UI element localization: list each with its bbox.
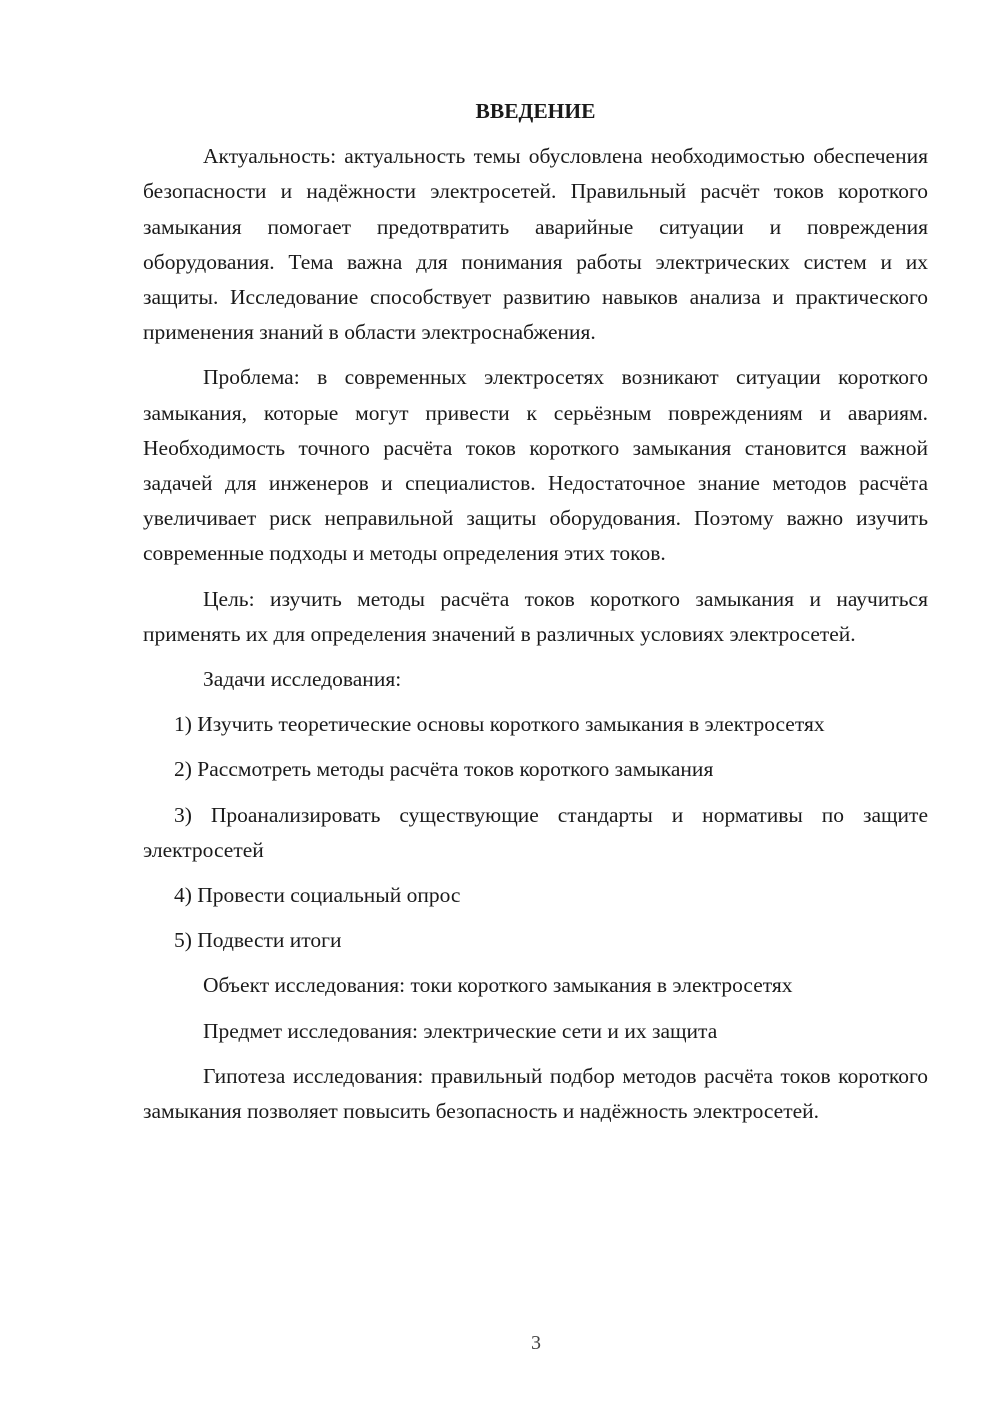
- task-item-4: 4) Провести социальный опрос: [174, 883, 461, 908]
- task-item-5: 5) Подвести итоги: [174, 928, 342, 953]
- relevance-paragraph: Актуальность: актуальность темы обусловлена необходимостью обеспечения безопасности и надёжности электросетей. Правильный расчёт токов короткого замыкания помогает предотвратить аварийные ситуации и повреждения оборудования. Тема важна для понимания работы электрических систем и их защиты. Исследование способствует развитию навыков анализа и практического применения знаний в области электроснабжения.: [143, 144, 928, 345]
- subject-paragraph: Предмет исследования: электрические сети и их защита: [203, 1018, 718, 1043]
- problem-paragraph: Проблема: в современных электросетях возникают ситуации короткого замыкания, которые могут привести к серьёзным повреждениям и авариям. Необходимость точного расчёта токов короткого замыкания становится важной задачей для инженеров и специалистов. Недостаточное знание методов расчёта увеличивает риск неправильной защиты оборудования. Поэтому важно изучить современные подходы и методы определения этих токов.: [143, 365, 928, 566]
- hypothesis-paragraph: Гипотеза исследования: правильный подбор методов расчёта токов короткого замыкания позволяет повысить безопасность и надёжность электросетей.: [143, 1063, 928, 1124]
- page-content: [143, 94, 928, 1139]
- object-paragraph: Объект исследования: токи короткого замыкания в электросетях: [203, 973, 793, 998]
- page-title: ВВЕДЕНИЕ: [475, 99, 596, 123]
- tasks-heading: Задачи исследования:: [203, 667, 402, 692]
- task-item-2: 2) Рассмотреть методы расчёта токов короткого замыкания: [174, 757, 714, 782]
- task-item-3: 3) Проанализировать существующие стандарты и нормативы по защите электросетей: [143, 802, 928, 862]
- page-number: 3: [531, 1332, 541, 1354]
- task-item-1: 1) Изучить теоретические основы короткого замыкания в электросетях: [174, 712, 825, 737]
- goal-paragraph: Цель: изучить методы расчёта токов короткого замыкания и научиться применять их для определения значений в различных условиях электросетей.: [143, 586, 928, 646]
